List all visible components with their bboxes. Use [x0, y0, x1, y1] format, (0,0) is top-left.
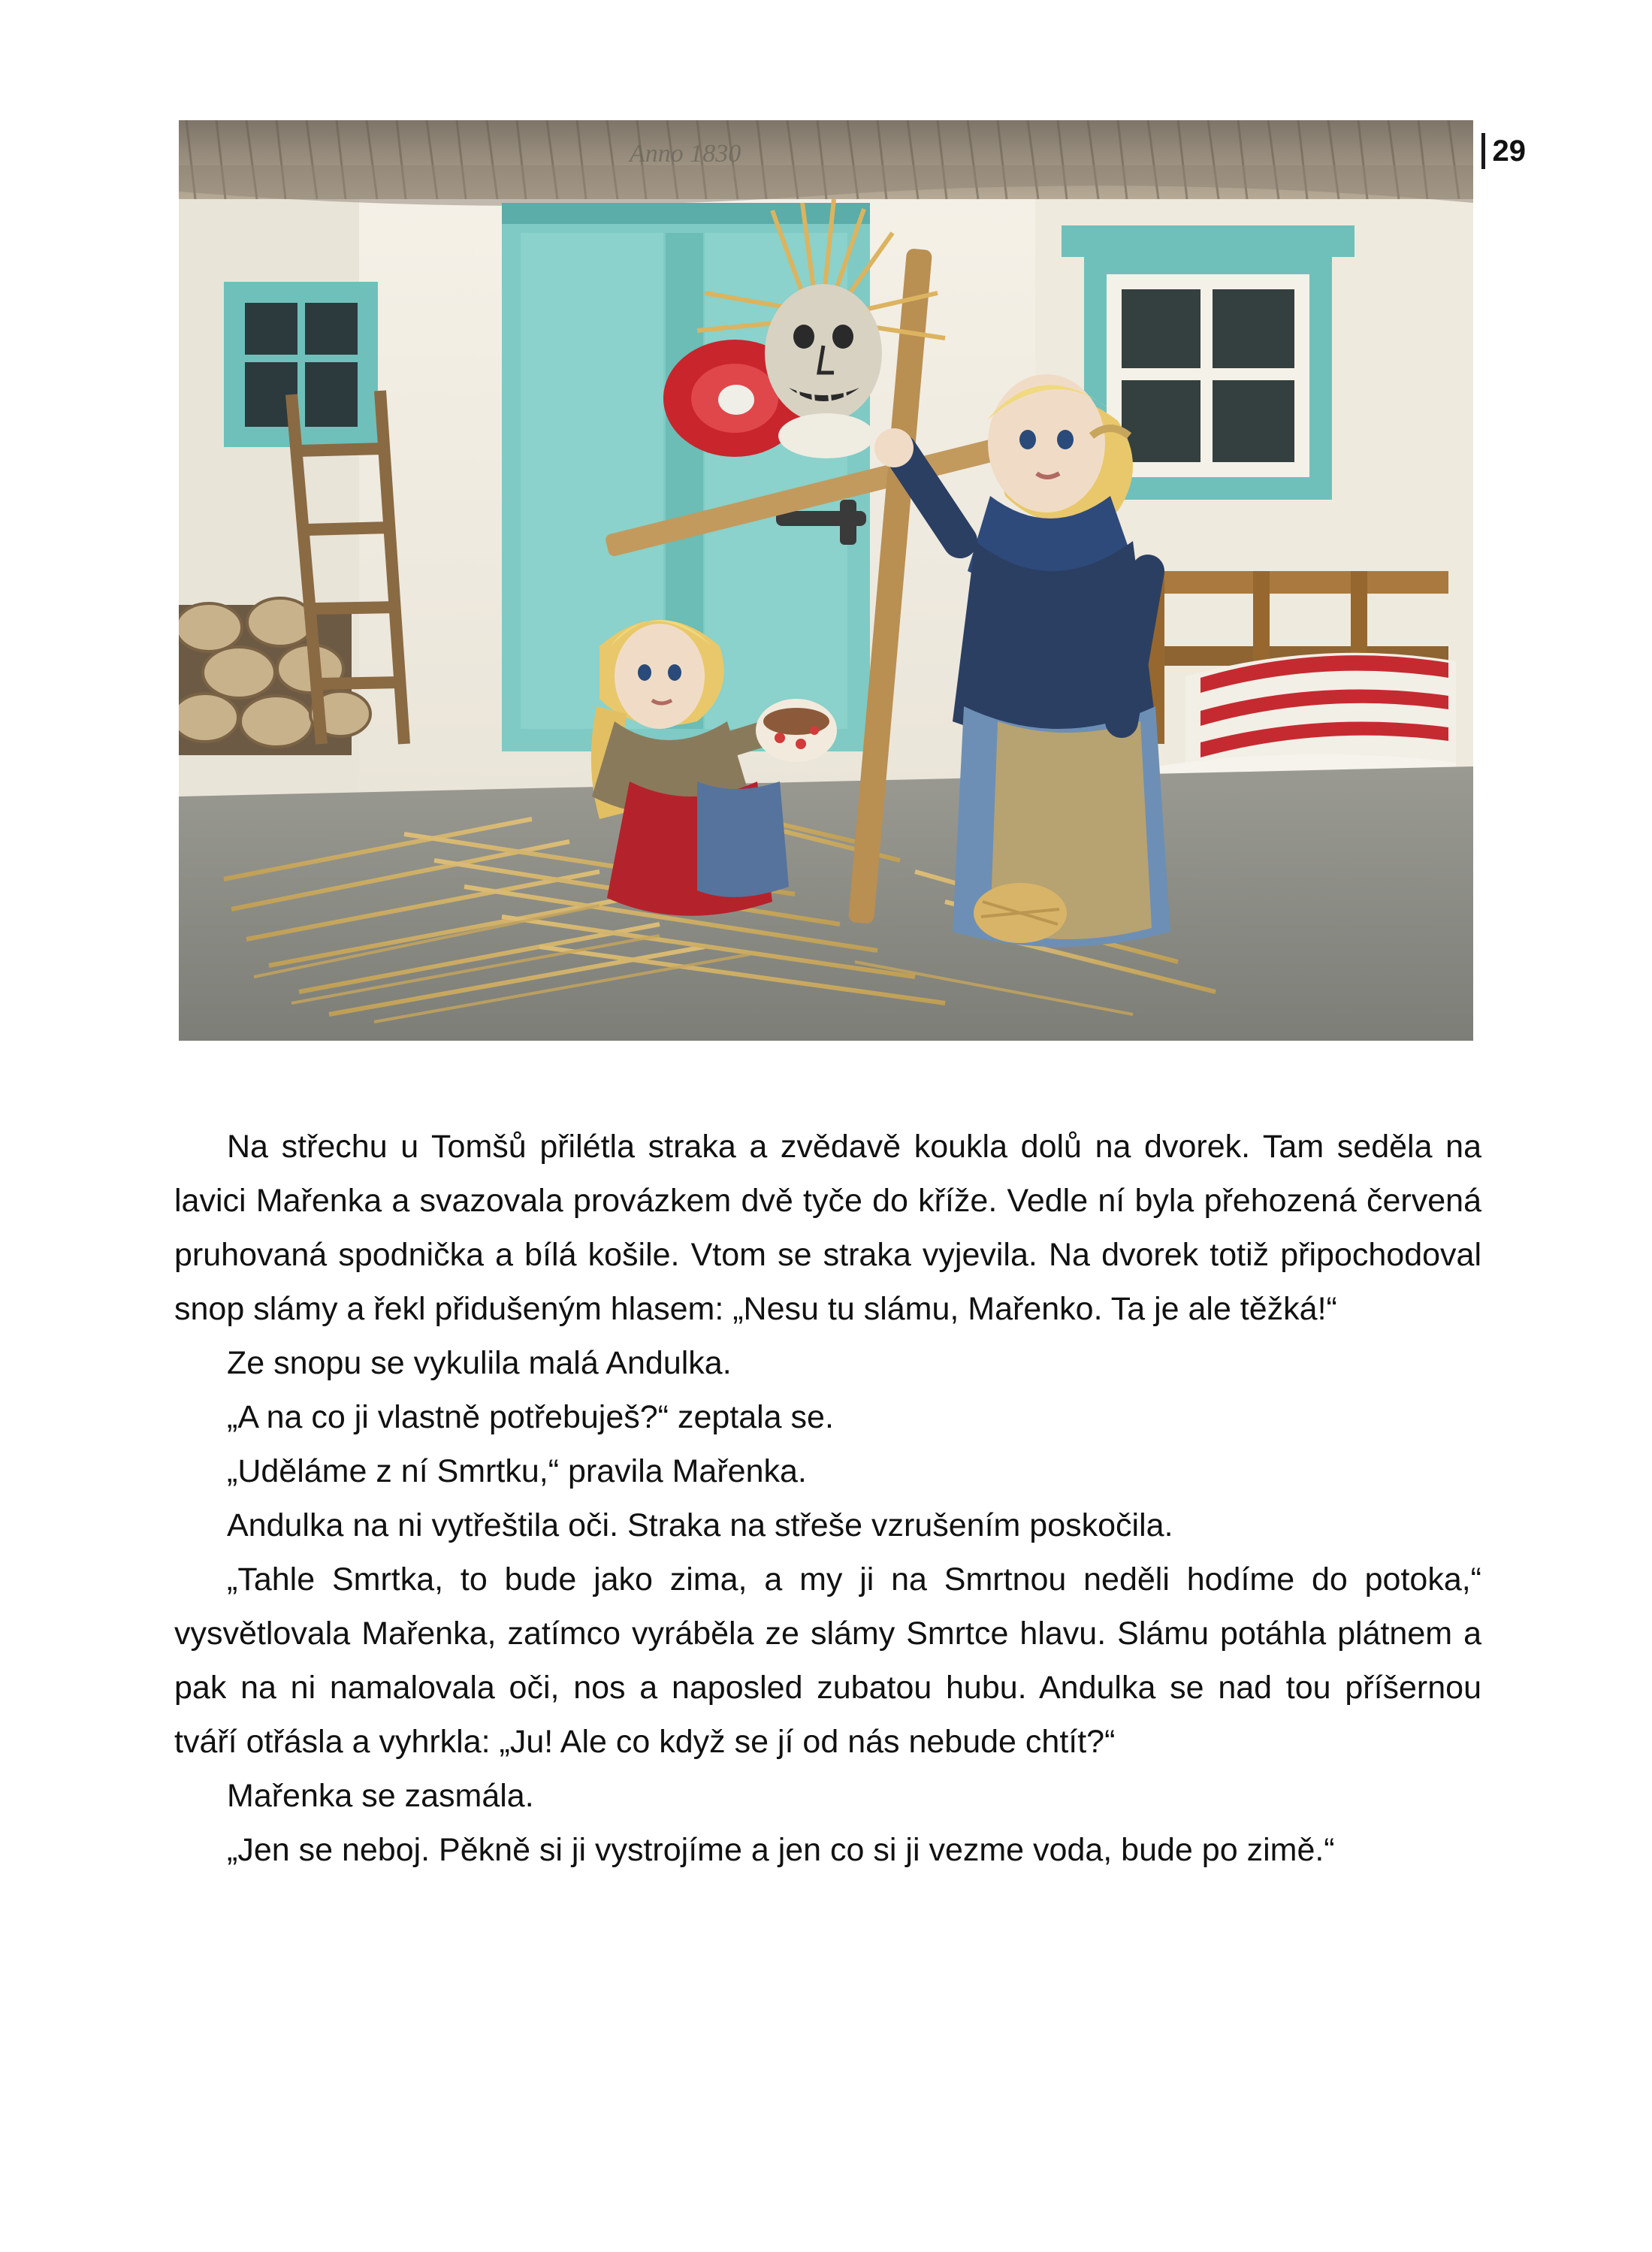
woodpile: [179, 598, 370, 755]
body-text: [174, 1120, 1481, 1877]
page-number-rule: [1481, 133, 1485, 169]
paragraph: „Uděláme z ní Smrtku,“ pravila Mařenka.: [227, 1453, 807, 1489]
page-number-block: [1481, 131, 1527, 171]
paragraph: Ze snopu se vykulila malá Andulka.: [227, 1345, 732, 1381]
paragraph: „Tahle Smrtka, to bude jako zima, a my ji na Smrtnou neděli hodíme do potoka,“ vysvětlovala Mařenka, zatímco vyráběla ze slámy Smrtce hlavu. Slámu potáhla plátnem a pak na ni namalovala oči, nos a naposled zubatou hubu. Andulka se nad tou příšernou tváří otřásla a vyhrkla: „Ju! Ale co když se jí od nás nebude chtít?“: [174, 1561, 1481, 1760]
paragraph: Mařenka se zasmála.: [227, 1778, 534, 1814]
illustration-artwork: [179, 120, 1473, 1041]
page-number: 29: [1492, 135, 1526, 168]
paragraph: „Jen se neboj. Pěkně si ji vystrojíme a jen co si ji vezme voda, bude po zimě.“: [227, 1832, 1335, 1868]
illustration-photo: [179, 120, 1473, 1041]
wall-inscription: Anno 1830: [630, 140, 741, 168]
paragraph: „A na co ji vlastně potřebuješ?“ zeptala se.: [227, 1399, 834, 1435]
straw-bundle: [974, 883, 1067, 943]
paragraph: Andulka na ni vytřeštila oči. Straka na střeše vzrušením poskočila.: [227, 1507, 1173, 1543]
paragraph: Na střechu u Tomšů přilétla straka a zvědavě koukla dolů na dvorek. Tam seděla na lavici Mařenka a svazovala provázkem dvě tyče do kříže. Vedle ní byla přehozená červená pruhovaná spodnička a bílá košile. Vtom se straka vyjevila. Na dvorek totiž připochodoval snop slámy a řekl přidušeným hlasem: „Nesu tu slámu, Mařenko. Ta je ale těžká!“: [174, 1129, 1481, 1327]
